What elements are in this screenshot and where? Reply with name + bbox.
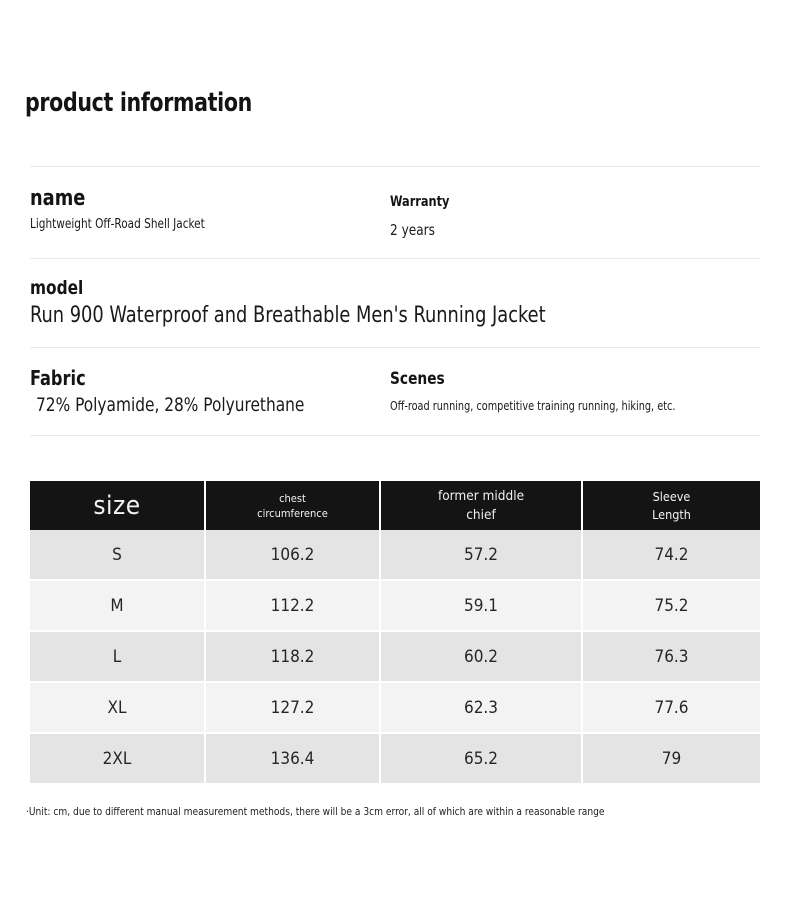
cell-sleeve: 74.2 — [583, 530, 760, 581]
cell-size: S — [30, 530, 206, 581]
column-header-sleeve-line1: Sleeve — [652, 488, 691, 504]
cell-middle: 59.1 — [381, 581, 583, 632]
size-chart-table — [30, 481, 760, 783]
spec-field-warranty — [390, 186, 760, 241]
cell-sleeve: 79 — [583, 734, 760, 783]
spec-field-model — [30, 277, 760, 331]
spec-value-fabric: 72% Polyamide, 28% Polyurethane — [36, 394, 305, 416]
cell-size: 2XL — [30, 734, 206, 783]
spec-row-model — [30, 259, 760, 347]
table-row — [30, 683, 760, 734]
spec-field-name — [30, 186, 390, 241]
cell-chest: 106.2 — [206, 530, 381, 581]
spec-value-model: Run 900 Waterproof and Breathable Men's Running Jacket — [30, 303, 546, 328]
cell-size: M — [30, 581, 206, 632]
spec-field-scenes — [390, 366, 760, 418]
spec-row-fabric-scenes — [30, 348, 760, 435]
column-header-size — [30, 481, 206, 530]
spec-label-warranty: Warranty — [390, 194, 450, 210]
spec-label-scenes: Scenes — [390, 369, 445, 389]
spec-label-model: model — [30, 277, 84, 299]
table-row — [30, 530, 760, 581]
table-row — [30, 632, 760, 683]
column-header-chest-line2: circumference — [257, 506, 328, 520]
column-header-size-label: size — [93, 490, 141, 521]
measurement-footnote: ·Unit: cm, due to different manual measurement methods, there will be a 3cm error, all of which are within a reasonable range — [26, 805, 605, 818]
cell-middle: 65.2 — [381, 734, 583, 783]
size-chart-header — [30, 481, 760, 530]
column-header-sleeve-length — [583, 481, 760, 530]
cell-chest: 112.2 — [206, 581, 381, 632]
cell-size: L — [30, 632, 206, 683]
cell-sleeve: 75.2 — [583, 581, 760, 632]
spec-label-fabric: Fabric — [30, 366, 86, 390]
spec-value-warranty: 2 years — [390, 221, 436, 239]
column-header-chest-line1: chest — [279, 491, 306, 505]
cell-middle: 62.3 — [381, 683, 583, 734]
table-row — [30, 581, 760, 632]
product-spec-list — [30, 166, 760, 436]
size-chart-body — [30, 530, 760, 783]
cell-middle: 57.2 — [381, 530, 583, 581]
spec-label-name: name — [30, 186, 86, 211]
table-row — [30, 734, 760, 783]
cell-chest: 136.4 — [206, 734, 381, 783]
column-header-middle-line1: former middle — [437, 487, 525, 504]
page-title: product information — [25, 88, 252, 118]
cell-sleeve: 76.3 — [583, 632, 760, 683]
spec-value-name: Lightweight Off-Road Shell Jacket — [30, 217, 205, 232]
column-header-former-middle-chief — [381, 481, 583, 530]
column-header-sleeve-line2: Length — [652, 506, 691, 522]
cell-middle: 60.2 — [381, 632, 583, 683]
cell-sleeve: 77.6 — [583, 683, 760, 734]
table-header-row — [30, 481, 760, 530]
cell-chest: 118.2 — [206, 632, 381, 683]
spec-row-name-warranty — [30, 167, 760, 258]
column-header-middle-line2: chief — [466, 506, 496, 523]
column-header-chest-circumference — [206, 481, 381, 530]
spec-value-scenes: Off-road running, competitive training running, hiking, etc. — [390, 399, 676, 413]
divider-after-fabric — [30, 435, 760, 436]
cell-chest: 127.2 — [206, 683, 381, 734]
cell-size: XL — [30, 683, 206, 734]
spec-field-fabric — [30, 366, 390, 418]
